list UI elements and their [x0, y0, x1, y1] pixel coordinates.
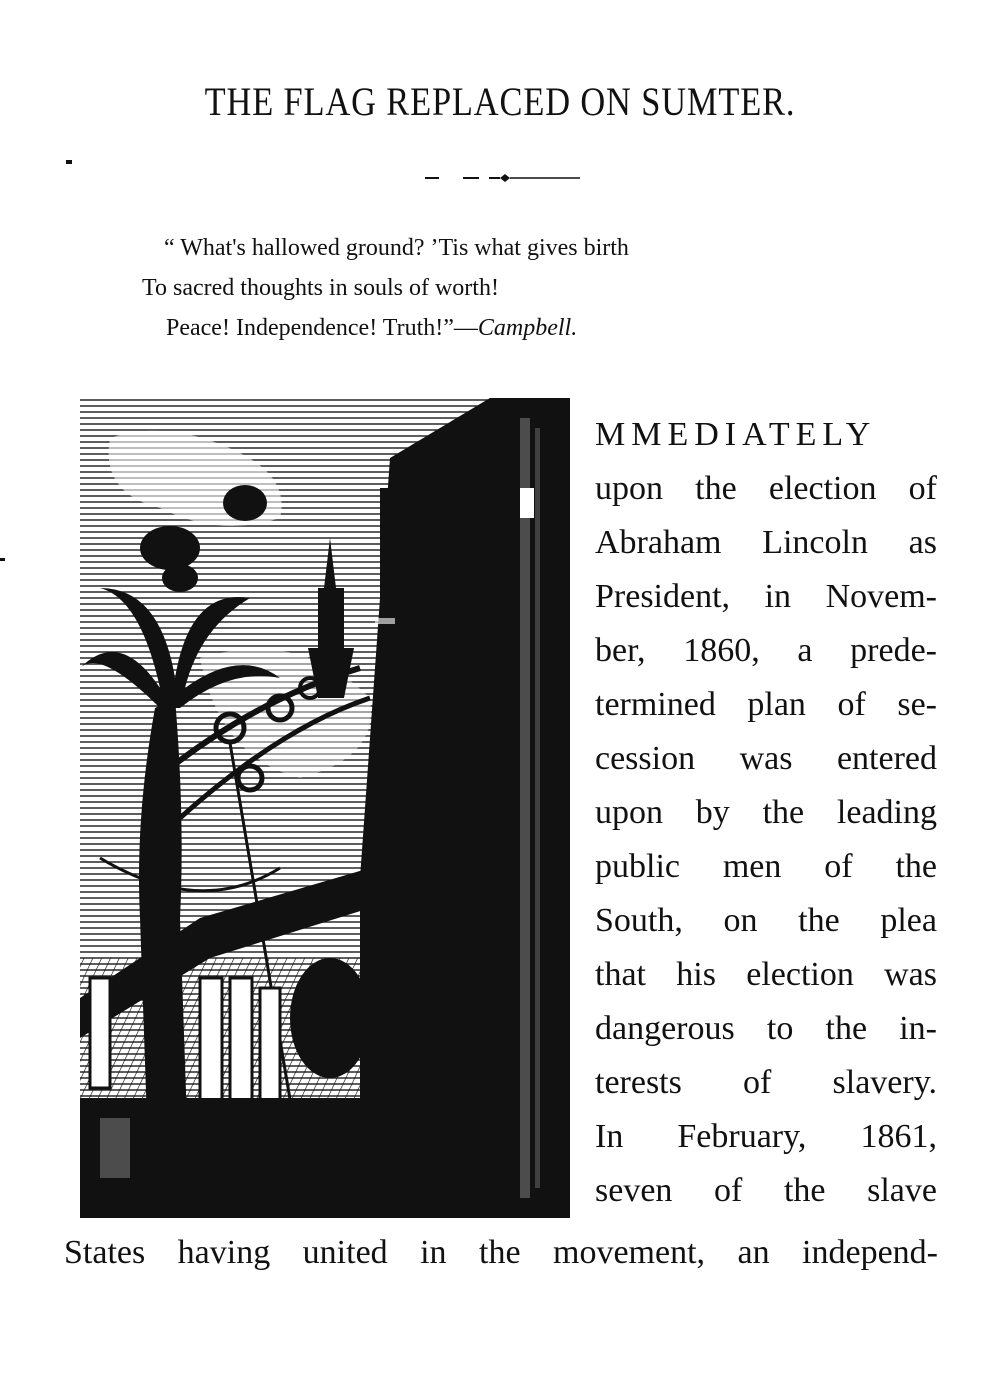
- body-text-line: cession was entered: [595, 740, 937, 777]
- body-text-line: public men of the: [595, 848, 937, 885]
- epigraph-line: To sacred thoughts in souls of worth!: [142, 275, 499, 301]
- body-text-line: MMEDIATELY: [595, 416, 877, 453]
- body-text-line: seven of the slave: [595, 1172, 937, 1209]
- epigraph-line: “ What's hallowed ground? ’Tis what gives birth: [164, 235, 629, 261]
- body-text-line: that his election was: [595, 956, 937, 993]
- body-text-full-line: States having united in the movement, an independ-: [64, 1234, 938, 1271]
- body-text-line: termined plan of se-: [595, 686, 937, 723]
- body-text-line: ber, 1860, a prede-: [595, 632, 937, 669]
- body-text-line: terests of slavery.: [595, 1064, 937, 1101]
- epigraph-author: Campbell.: [477, 315, 578, 341]
- body-text-line: upon by the leading: [595, 794, 937, 831]
- body-text-line: upon the election of: [595, 470, 937, 507]
- stray-mark: [0, 558, 5, 561]
- page-title: THE FLAG REPLACED ON SUMTER.: [204, 79, 796, 124]
- epigraph-line-with-author: [166, 306, 577, 350]
- body-text-line: dangerous to the in-: [595, 1010, 937, 1047]
- body-text-line: President, in Novem-: [595, 578, 937, 615]
- body-text-line: Abraham Lincoln as: [595, 524, 937, 561]
- stray-mark: [66, 160, 72, 164]
- body-text-line: In February, 1861,: [595, 1118, 937, 1155]
- epigraph-line: Peace! Independence! Truth!”—: [166, 315, 478, 341]
- engraving-illustration: [80, 398, 570, 1218]
- ornamental-divider: [425, 168, 585, 188]
- body-text-line: South, on the plea: [595, 902, 937, 939]
